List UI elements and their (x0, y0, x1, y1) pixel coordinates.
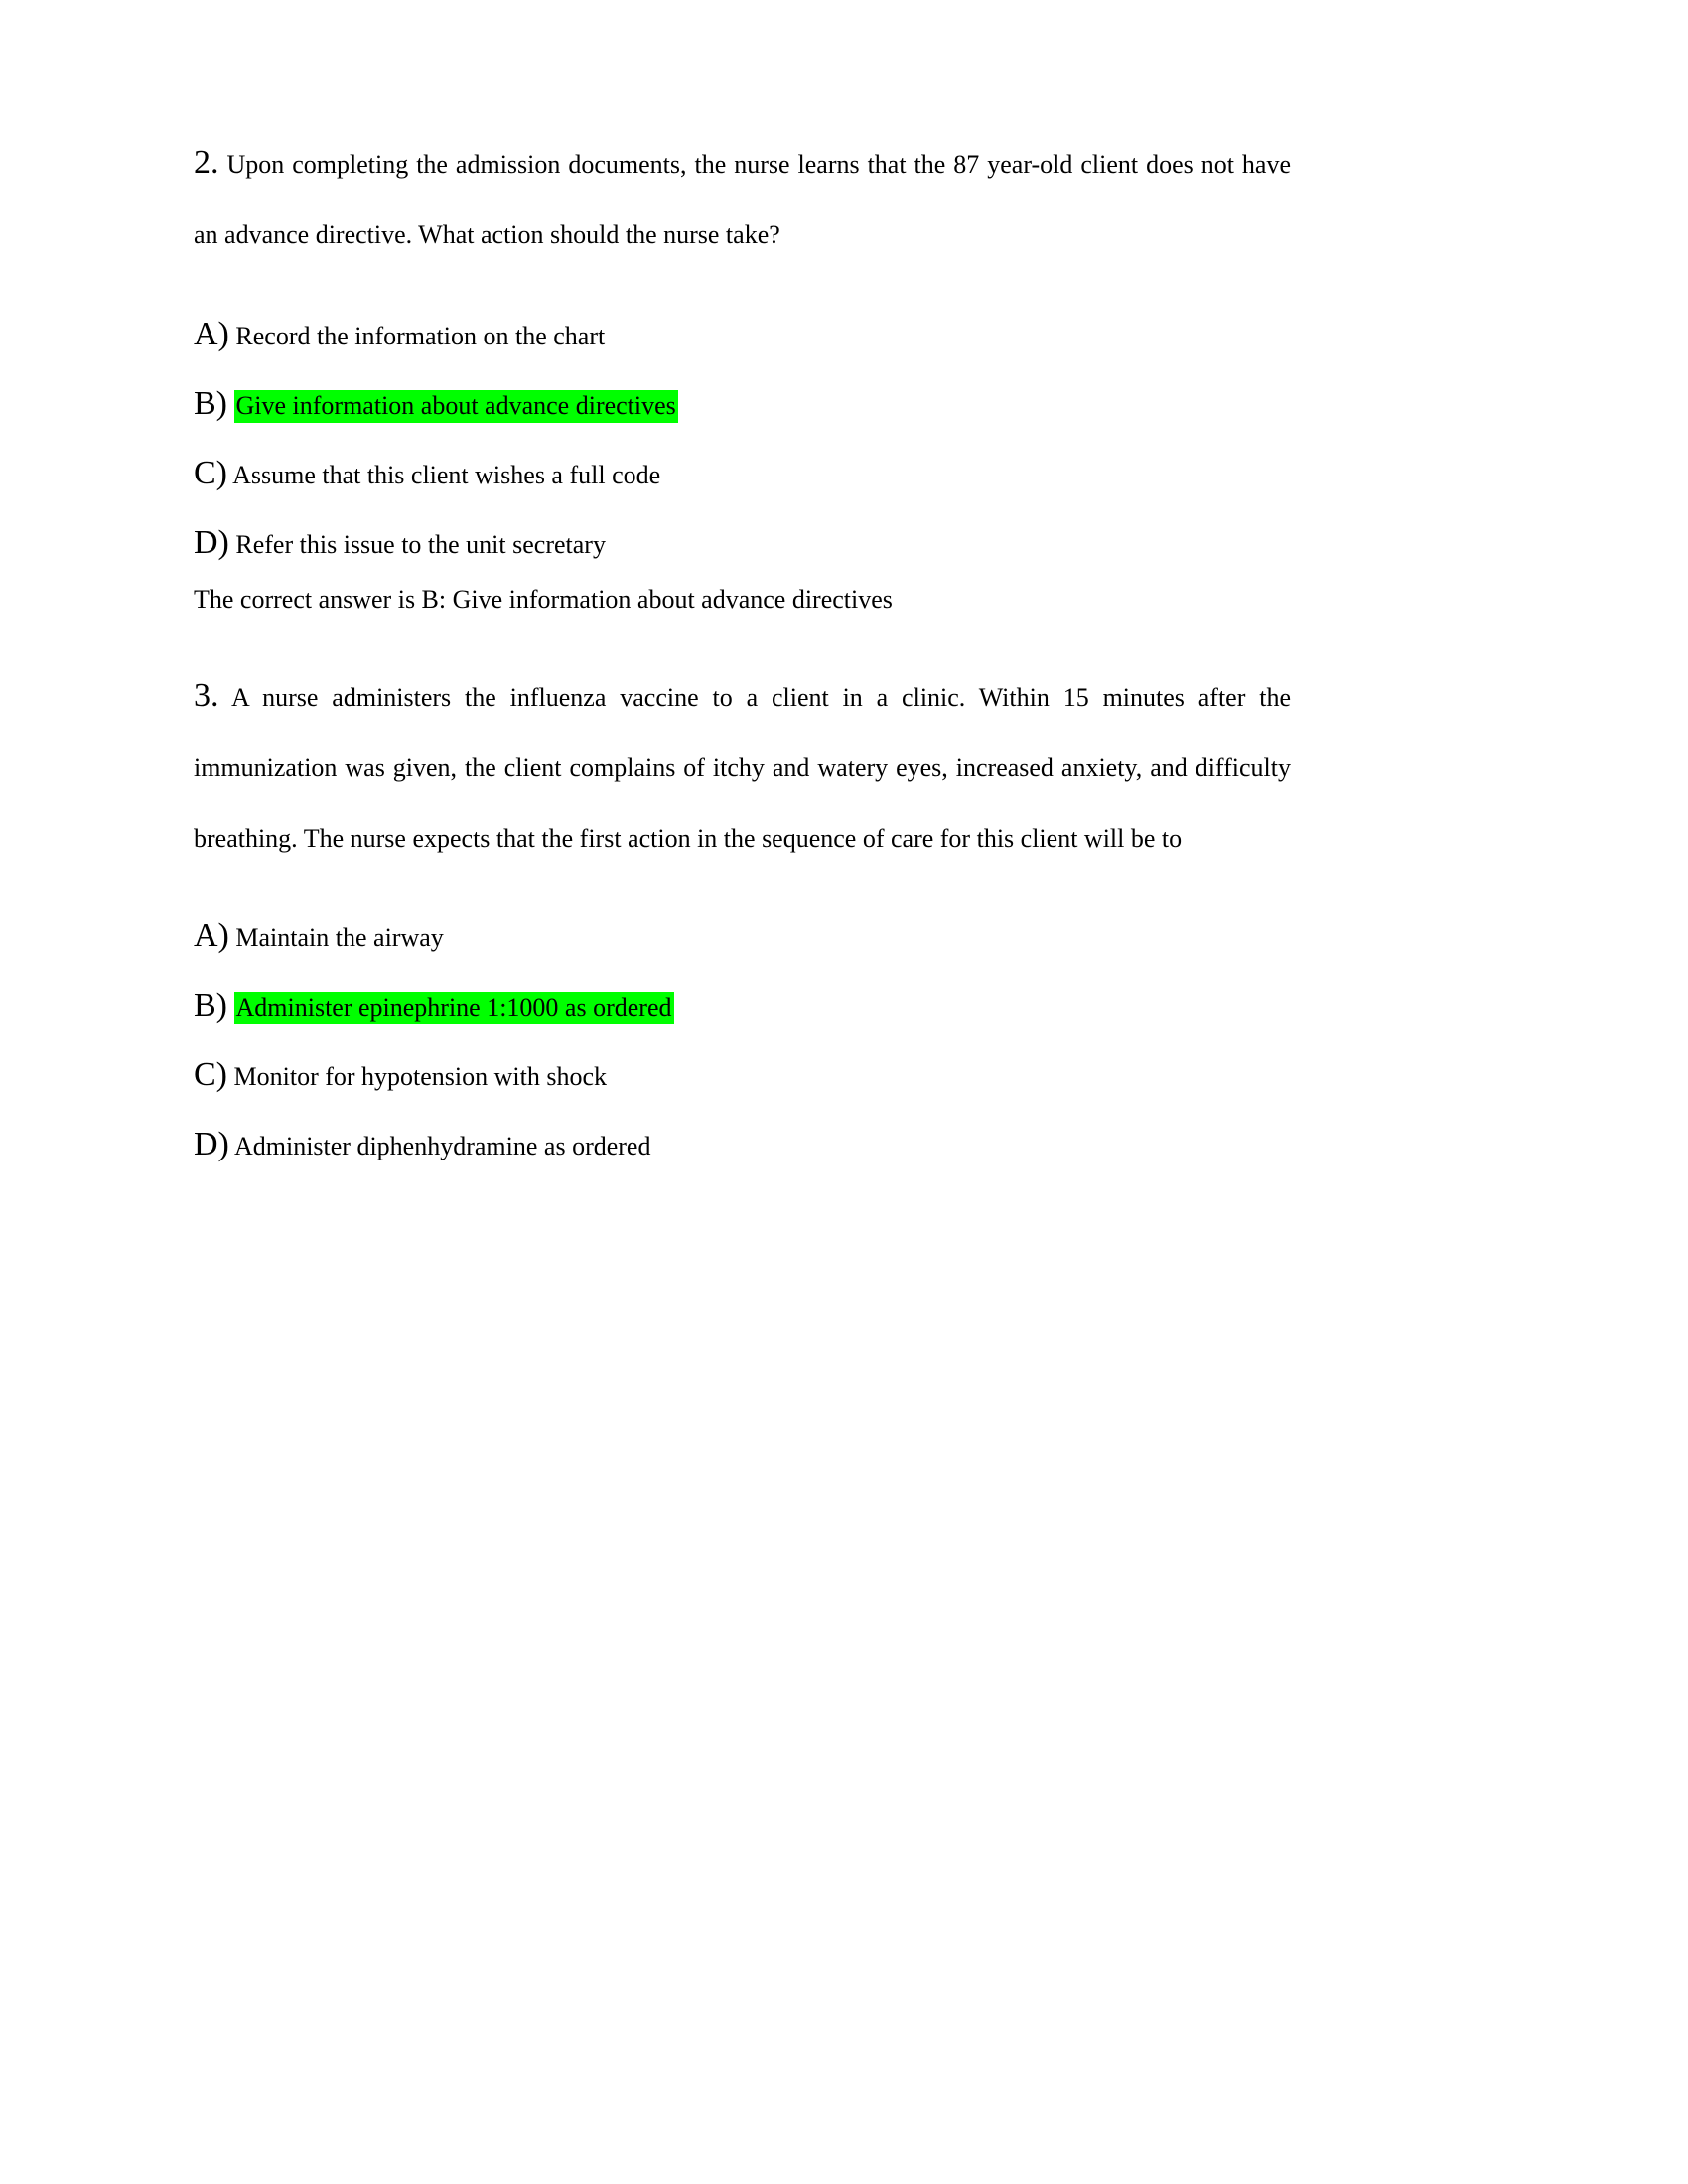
question-2-option-b[interactable] (194, 385, 1291, 422)
spacer (194, 421, 1291, 459)
question-2-text: Upon completing the admission documents, the nurse learns that the 87 year-old client does not have an advance directive. What action should the nurse take? (194, 150, 1291, 249)
spacer (194, 614, 1291, 662)
spacer (194, 874, 1291, 921)
option-text: Record the information on the chart (235, 322, 606, 350)
question-3-prompt (194, 662, 1291, 874)
option-text-highlighted: Administer epinephrine 1:1000 as ordered (234, 992, 674, 1024)
option-label: D) (194, 1126, 229, 1162)
question-2-prompt (194, 129, 1291, 270)
spacer (194, 270, 1291, 320)
spacer (194, 351, 1291, 389)
spacer (194, 1092, 1291, 1130)
question-2-number: 2. (194, 144, 219, 181)
option-label: A) (194, 316, 229, 352)
option-label: A) (194, 917, 229, 954)
option-label: D) (194, 524, 229, 561)
question-2-option-d[interactable] (194, 524, 1291, 561)
spacer (194, 953, 1291, 991)
question-3-option-c[interactable] (194, 1056, 1291, 1093)
spacer (194, 560, 1291, 585)
question-3-option-d[interactable] (194, 1126, 1291, 1162)
option-label: B) (194, 385, 227, 422)
question-3-text: A nurse administers the influenza vaccine to a client in a clinic. Within 15 minutes after the immunization was given, the client complains of itchy and watery eyes, increased anxiety, and difficulty breathing. The nurse expects that the first action in the sequence of care for this client will be to (194, 683, 1292, 853)
option-label: B) (194, 987, 227, 1024)
question-3-option-a[interactable] (194, 917, 1291, 954)
option-label: C) (194, 455, 227, 491)
option-label: C) (194, 1056, 227, 1093)
question-3-option-b[interactable] (194, 987, 1291, 1024)
spacer (194, 1023, 1291, 1060)
option-text: Administer diphenhydramine as ordered (233, 1132, 651, 1160)
question-2-option-c[interactable] (194, 455, 1291, 491)
question-2-option-a[interactable] (194, 316, 1291, 352)
question-2-answer-line: The correct answer is B: Give information about advance directives (194, 585, 893, 614)
option-text-highlighted: Give information about advance directives (234, 390, 678, 423)
document-body (194, 129, 1291, 1161)
option-text: Maintain the airway (235, 923, 444, 952)
option-text: Monitor for hypotension with shock (233, 1062, 608, 1091)
spacer (194, 490, 1291, 528)
question-3-number: 3. (194, 677, 219, 714)
option-text: Assume that this client wishes a full code (232, 461, 661, 489)
option-text: Refer this issue to the unit secretary (235, 530, 606, 559)
